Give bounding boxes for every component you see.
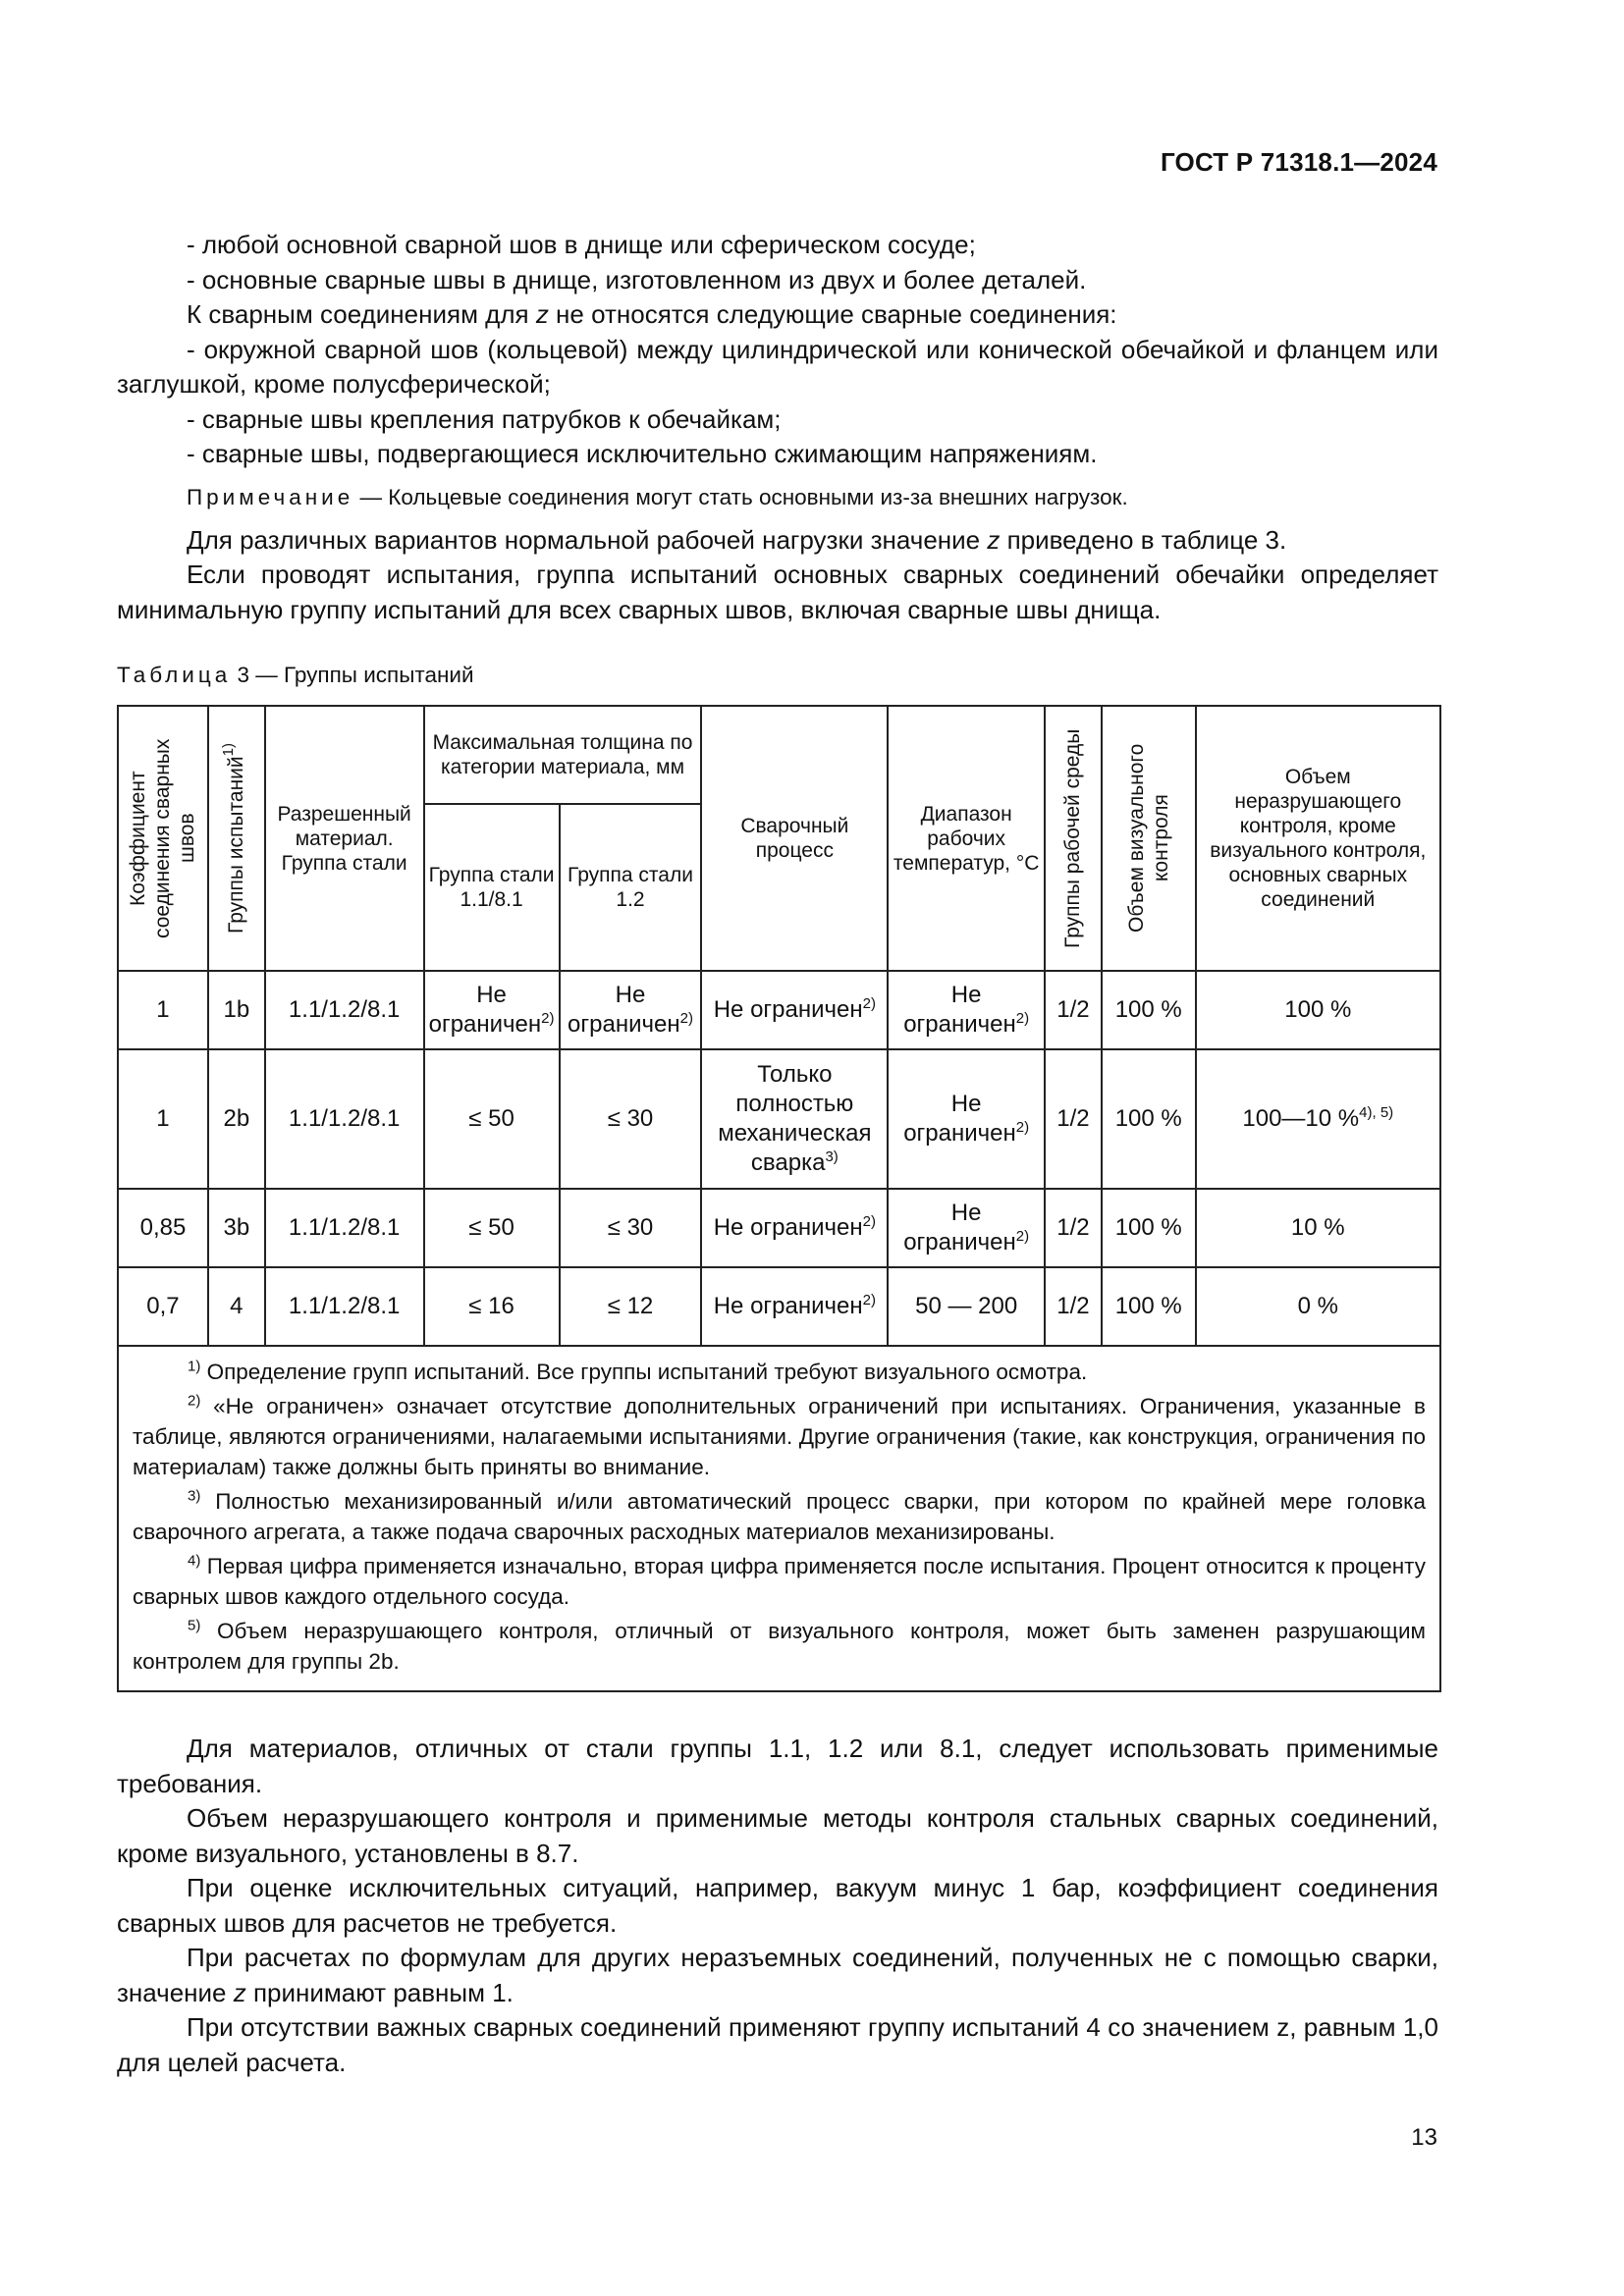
footnote: $^{3)}$ Полностью механизированный и/или автоматический процесс сварки, при котором по крайней мере головка сварочного агрегата, а также подача сварочных расходных материалов механизированы. [133,1487,1426,1544]
paragraph: Для материалов, отличных от стали группы 1.1, 1.2 или 8.1, следует использовать применимые требования. [117,1734,1438,1798]
header-ndt: Объем неразрушающего контроля, кроме визуального контроля, основных сварных соединений [1196,706,1440,971]
header-visual: Объем визуального контроля [1102,706,1196,971]
paragraph: При расчетах по формулам для других неразъемных соединений, полученных не с помощью сварки, значение z принимают равным 1. [117,1943,1438,2007]
header-steel-12: Группа стали 1.2 [560,804,702,971]
header-material: Разрешенный материал. Группа стали [265,706,424,971]
paragraph: Если проводят испытания, группа испытаний основных сварных соединений обечайки определяет минимальную группу испытаний для всех сварных швов, включая сварные швы днища. [117,560,1438,624]
header-coef: Коэффициент соединения сварных швов [118,706,208,971]
list-item: - окружной сварной шов (кольцевой) между цилиндрической или конической обечайкой и фланцем или заглушкой, кроме полусферической; [117,334,1438,399]
header-max-thickness: Максимальная толщина по категории материала, мм [424,706,702,804]
footnote: $^{2)}$ «Не ограничен» означает отсутствие дополнительных ограничений при испытаниях. Ограничения, указанные в таблице, являются ограничениями, налагаемыми испытаниями. Другие ограничения (такие, как конструкция, ограничения по материалам) также должны быть приняты во внимание. [133,1392,1426,1479]
document-header: ГОСТ Р 71318.1—2024 [1160,147,1437,177]
list-item: - сварные швы, подвергающиеся исключительно сжимающим напряжениям. [187,439,1098,468]
list-item: - любой основной сварной шов в днище или сферическом сосуде; [187,230,976,259]
table-caption: Таблица 3 — Группы испытаний [117,663,474,687]
paragraph: К сварным соединениям для z не относятся следующие сварные соединения: [187,299,1117,329]
footnote: $^{4)}$ Первая цифра применяется изначально, вторая цифра применяется после испытания. Процент относится к проценту сварных швов каждого отдельного сосуда. [133,1552,1426,1609]
header-process: Сварочный процесс [701,706,888,971]
table-footnotes [118,1346,1440,1691]
header-group: Группы испытаний$^{1)}$ [208,706,265,971]
paragraph: Для различных вариантов нормальной рабочей нагрузки значение z приведено в таблице 3. [187,524,1287,555]
paragraph: Объем неразрушающего контроля и применимые методы контроля стальных сварных соединений, кроме визуального, установлены в 8.7. [117,1803,1438,1868]
list-item: - основные сварные швы в днище, изготовленном из двух и более деталей. [187,264,1087,294]
header-medium: Группы рабочей среды [1045,706,1102,971]
top-text [117,228,1438,627]
note: Примечание — Кольцевые соединения могут стать основными из-за внешних нагрузок. [187,484,1128,509]
paragraph: При оценке исключительных ситуаций, например, вакуум минус 1 бар, коэффициент соединения сварных швов для расчетов не требуется. [117,1873,1438,1938]
footnote: $^{1)}$ Определение групп испытаний. Все группы испытаний требуют визуального осмотра. [188,1358,1088,1384]
table-row: 0,85 3b 1.1/1.2/8.1 ≤ 50 ≤ 30 Не ограничен$^{2)}$ Не ограничен$^{2)}$ 1/2 100 % 10 % [118,1189,1440,1267]
table-row: 0,7 4 1.1/1.2/8.1 ≤ 16 ≤ 12 Не ограничен$^{2)}$ 50 — 200 1/2 100 % 0 % [118,1267,1440,1346]
table-row: 1 2b 1.1/1.2/8.1 ≤ 50 ≤ 30 Только полностью механическая сварка$^{3)}$ Не ограничен$^{2)}$ 1/2 100 % 100—10 %$^{4), 5)}$ [118,1049,1440,1189]
test-groups-table [117,705,1441,1692]
list-item: - сварные швы крепления патрубков к обечайкам; [187,403,782,434]
header-temp: Диапазон рабочих температур, °С [888,706,1045,971]
bottom-text [117,1732,1438,2080]
footnote: $^{5)}$ Объем неразрушающего контроля, отличный от визуального контроля, может быть заменен разрушающим контролем для группы 2b. [133,1617,1426,1674]
table-row: 1 1b 1.1/1.2/8.1 Не ограничен$^{2)}$ Не ограничен$^{2)}$ Не ограничен$^{2)}$ Не ограничен$^{2)}$ 1/2 100 % 100 % [118,971,1440,1049]
page-number: 13 [1411,2124,1437,2151]
header-steel-11: Группа стали 1.1/8.1 [424,804,560,971]
paragraph: При отсутствии важных сварных соединений применяют группу испытаний 4 со значением z, равным 1,0 для целей расчета. [117,2012,1438,2077]
